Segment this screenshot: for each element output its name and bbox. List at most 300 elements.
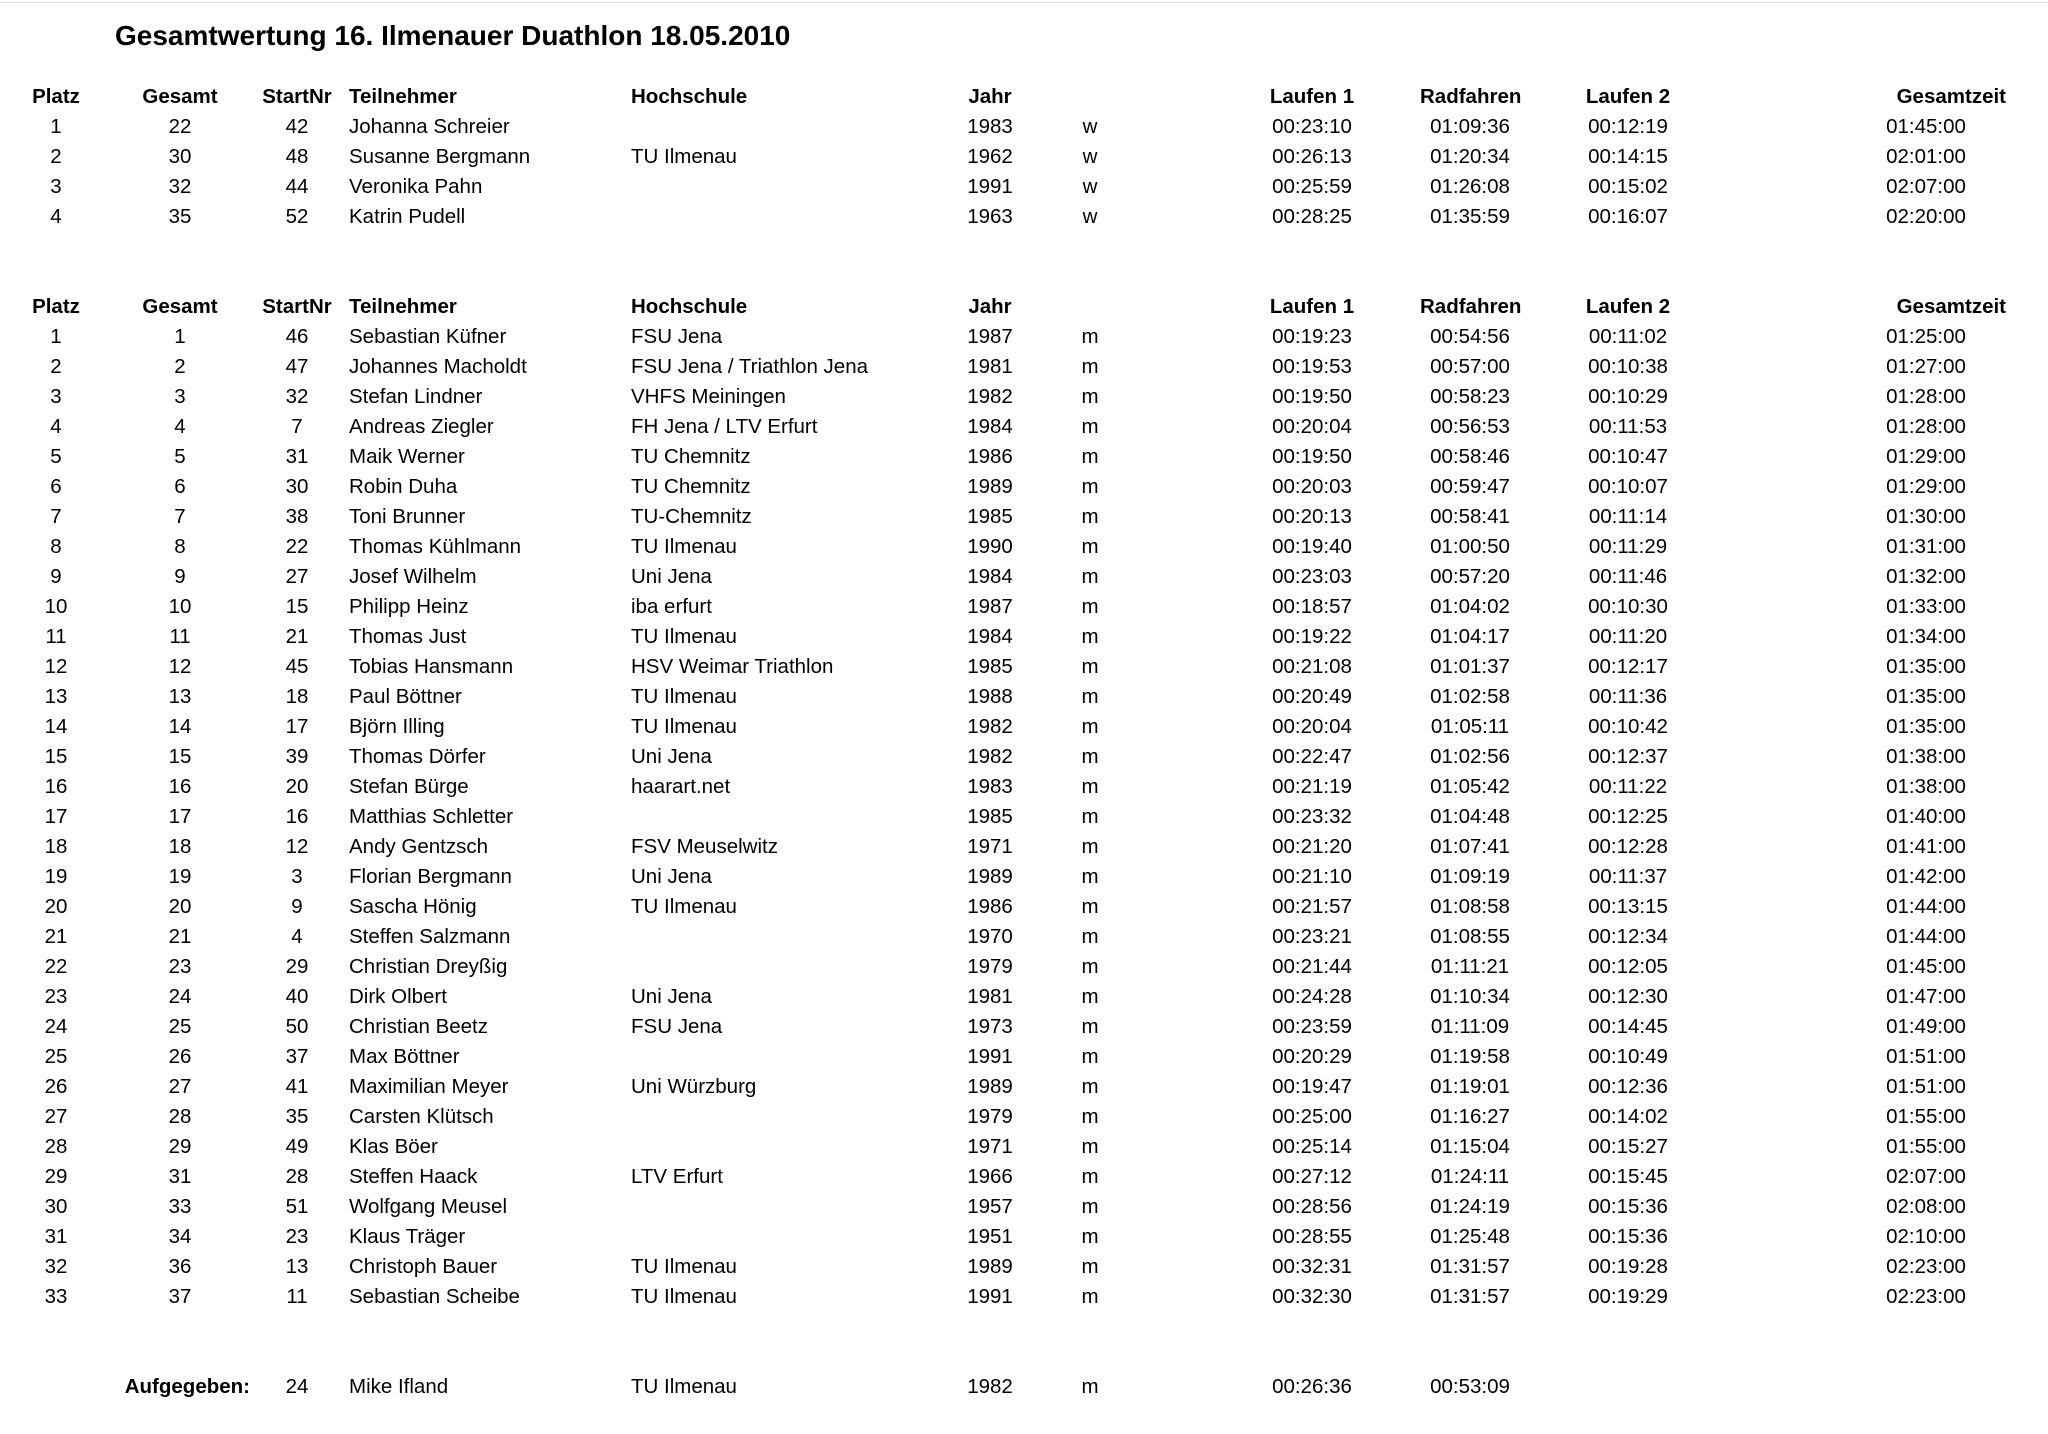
cell-gesamtzeit: 02:10:00 xyxy=(1886,1225,1966,1248)
cell-geschlecht: m xyxy=(1081,355,1099,378)
cell-teilnehmer: Robin Duha xyxy=(349,475,458,498)
cell-jahr: 1987 xyxy=(967,595,1013,618)
cell-laufen1: 00:19:40 xyxy=(1272,535,1352,558)
cell-laufen2: 00:12:36 xyxy=(1588,1075,1668,1098)
cell-teilnehmer: Philipp Heinz xyxy=(349,595,469,618)
cell-geschlecht: m xyxy=(1081,445,1099,468)
cell-radfahren: 01:24:19 xyxy=(1430,1195,1510,1218)
cell-radfahren: 00:57:00 xyxy=(1430,355,1510,378)
cell-gesamtzeit: 01:28:00 xyxy=(1886,385,1966,408)
cell-jahr: 1989 xyxy=(967,475,1013,498)
cell-platz: 22 xyxy=(44,955,68,978)
cell-startnr: 49 xyxy=(285,1135,309,1158)
cell-laufen2: 00:10:29 xyxy=(1588,385,1668,408)
cell-geschlecht: m xyxy=(1081,505,1099,528)
cell-geschlecht: m xyxy=(1081,925,1099,948)
cell-startnr: 52 xyxy=(285,205,309,228)
header-platz: Platz xyxy=(32,85,80,108)
cell-teilnehmer: Maximilian Meyer xyxy=(349,1075,509,1098)
cell-hochschule: LTV Erfurt xyxy=(631,1165,723,1188)
cell-geschlecht: m xyxy=(1081,895,1099,918)
cell-radfahren: 01:07:41 xyxy=(1430,835,1510,858)
cell-jahr: 1986 xyxy=(967,895,1013,918)
cell-hochschule: TU-Chemnitz xyxy=(631,505,752,528)
cell-radfahren: 01:25:48 xyxy=(1430,1225,1510,1248)
cell-gesamtzeit: 01:32:00 xyxy=(1886,565,1966,588)
cell-hochschule: FSV Meuselwitz xyxy=(631,835,778,858)
cell-laufen2: 00:11:29 xyxy=(1588,535,1668,558)
cell-gesamt: 23 xyxy=(168,955,192,978)
men-table-body xyxy=(0,322,2048,1312)
cell-startnr: 11 xyxy=(286,1285,308,1308)
cell-platz: 4 xyxy=(50,415,62,438)
header-platz: Platz xyxy=(32,295,80,318)
cell-hochschule xyxy=(631,1222,931,1252)
cell-gesamt: 9 xyxy=(174,565,186,588)
cell-jahr: 1989 xyxy=(967,1255,1013,1278)
cell-laufen2: 00:13:15 xyxy=(1588,895,1668,918)
cell-radfahren: 01:04:17 xyxy=(1430,625,1510,648)
cell-teilnehmer: Max Böttner xyxy=(349,1045,460,1068)
cell-laufen1: 00:26:36 xyxy=(1272,1375,1352,1398)
cell-platz: 2 xyxy=(50,355,62,378)
cell-radfahren: 01:35:59 xyxy=(1430,205,1510,228)
cell-startnr: 51 xyxy=(285,1195,309,1218)
cell-teilnehmer: Carsten Klütsch xyxy=(349,1105,494,1128)
cell-teilnehmer: Josef Wilhelm xyxy=(349,565,477,588)
header-jahr: Jahr xyxy=(968,295,1012,318)
table-row xyxy=(0,412,2048,442)
cell-jahr: 1984 xyxy=(967,625,1013,648)
table-row xyxy=(0,112,2048,142)
cell-platz: 1 xyxy=(50,325,62,348)
cell-radfahren: 00:57:20 xyxy=(1430,565,1510,588)
header-radfahren: Radfahren xyxy=(1420,295,1522,318)
cell-hochschule xyxy=(631,112,931,142)
cell-platz: 14 xyxy=(44,715,68,738)
cell-laufen1: 00:23:21 xyxy=(1272,925,1352,948)
cell-platz: 18 xyxy=(44,835,68,858)
cell-teilnehmer: Mike Ifland xyxy=(349,1375,449,1398)
cell-radfahren: 01:20:34 xyxy=(1430,145,1510,168)
cell-teilnehmer: Steffen Haack xyxy=(349,1165,478,1188)
cell-geschlecht: m xyxy=(1081,595,1099,618)
cell-radfahren: 01:08:55 xyxy=(1430,925,1510,948)
cell-laufen2: 00:12:37 xyxy=(1588,745,1668,768)
table-row xyxy=(0,562,2048,592)
cell-startnr: 7 xyxy=(291,415,303,438)
header-hochschule: Hochschule xyxy=(631,295,748,318)
cell-geschlecht: m xyxy=(1081,475,1099,498)
cell-radfahren: 01:11:09 xyxy=(1430,1015,1510,1038)
cell-gesamtzeit: 02:01:00 xyxy=(1886,145,1966,168)
cell-radfahren: 01:05:42 xyxy=(1430,775,1510,798)
cell-radfahren: 01:09:36 xyxy=(1430,115,1510,138)
table-row xyxy=(0,1192,2048,1222)
cell-platz: 4 xyxy=(50,205,62,228)
dnf-label: Aufgegeben: xyxy=(124,1375,250,1398)
cell-startnr: 42 xyxy=(285,115,309,138)
cell-hochschule: HSV Weimar Triathlon xyxy=(631,655,834,678)
cell-startnr: 13 xyxy=(285,1255,309,1278)
cell-laufen2: 00:11:20 xyxy=(1588,625,1668,648)
cell-platz: 32 xyxy=(44,1255,68,1278)
cell-jahr: 1966 xyxy=(967,1165,1013,1188)
cell-hochschule: TU Ilmenau xyxy=(631,1375,737,1398)
cell-jahr: 1973 xyxy=(967,1015,1013,1038)
cell-platz: 3 xyxy=(50,385,62,408)
men-results-table xyxy=(0,292,2048,1312)
cell-jahr: 1987 xyxy=(967,325,1013,348)
cell-laufen2: 00:19:29 xyxy=(1588,1285,1668,1308)
cell-gesamtzeit: 01:30:00 xyxy=(1886,505,1966,528)
cell-hochschule: TU Ilmenau xyxy=(631,1255,737,1278)
cell-jahr: 1991 xyxy=(967,175,1013,198)
cell-radfahren: 01:09:19 xyxy=(1430,865,1510,888)
cell-gesamtzeit: 01:35:00 xyxy=(1886,715,1966,738)
table-row xyxy=(0,1132,2048,1162)
table-row xyxy=(0,1042,2048,1072)
cell-gesamt: 12 xyxy=(168,655,192,678)
cell-startnr: 47 xyxy=(285,355,309,378)
cell-startnr: 35 xyxy=(285,1105,309,1128)
cell-gesamtzeit: 01:25:00 xyxy=(1886,325,1966,348)
table-row xyxy=(0,1012,2048,1042)
cell-laufen1: 00:23:03 xyxy=(1272,565,1352,588)
table-row xyxy=(0,922,2048,952)
cell-hochschule: Uni Jena xyxy=(631,565,712,588)
cell-teilnehmer: Sebastian Scheibe xyxy=(349,1285,520,1308)
cell-platz: 20 xyxy=(44,895,68,918)
cell-laufen2: 00:11:53 xyxy=(1588,415,1668,438)
cell-jahr: 1985 xyxy=(967,805,1013,828)
table-row xyxy=(0,652,2048,682)
cell-gesamt: 33 xyxy=(168,1195,192,1218)
cell-jahr: 1963 xyxy=(967,205,1013,228)
cell-gesamtzeit: 01:28:00 xyxy=(1886,415,1966,438)
cell-geschlecht: m xyxy=(1081,955,1099,978)
cell-gesamtzeit: 01:44:00 xyxy=(1886,925,1966,948)
cell-gesamt: 20 xyxy=(168,895,192,918)
cell-gesamtzeit: 01:55:00 xyxy=(1886,1135,1966,1158)
cell-jahr: 1982 xyxy=(967,715,1013,738)
cell-geschlecht: m xyxy=(1081,985,1099,1008)
cell-gesamt: 4 xyxy=(174,415,186,438)
header-radfahren: Radfahren xyxy=(1420,85,1522,108)
cell-geschlecht: m xyxy=(1081,1375,1099,1398)
cell-geschlecht: m xyxy=(1081,805,1099,828)
cell-gesamt: 28 xyxy=(168,1105,192,1128)
cell-gesamt: 34 xyxy=(168,1225,192,1248)
table-row xyxy=(0,682,2048,712)
cell-laufen1: 00:23:59 xyxy=(1272,1015,1352,1038)
cell-geschlecht: w xyxy=(1082,115,1098,138)
cell-teilnehmer: Dirk Olbert xyxy=(349,985,447,1008)
cell-startnr: 31 xyxy=(285,445,309,468)
cell-laufen2: 00:15:45 xyxy=(1588,1165,1668,1188)
cell-teilnehmer: Stefan Lindner xyxy=(349,385,483,408)
cell-jahr: 1979 xyxy=(967,955,1013,978)
cell-startnr: 30 xyxy=(285,475,309,498)
cell-laufen1: 00:28:56 xyxy=(1272,1195,1352,1218)
cell-laufen2: 00:11:14 xyxy=(1588,505,1668,528)
cell-laufen1: 00:21:10 xyxy=(1272,865,1352,888)
cell-platz: 5 xyxy=(50,445,62,468)
cell-gesamt: 32 xyxy=(168,175,192,198)
cell-gesamt: 22 xyxy=(168,115,192,138)
cell-radfahren: 01:11:21 xyxy=(1430,955,1510,978)
cell-hochschule xyxy=(631,922,931,952)
cell-gesamt: 10 xyxy=(168,595,192,618)
table-header-row xyxy=(0,82,2048,112)
cell-hochschule xyxy=(631,802,931,832)
cell-laufen1: 00:20:13 xyxy=(1272,505,1352,528)
cell-radfahren: 01:02:56 xyxy=(1430,745,1510,768)
cell-gesamt: 25 xyxy=(168,1015,192,1038)
cell-startnr: 18 xyxy=(285,685,309,708)
table-row xyxy=(0,832,2048,862)
cell-teilnehmer: Klaus Träger xyxy=(349,1225,466,1248)
cell-gesamt: 18 xyxy=(168,835,192,858)
cell-geschlecht: w xyxy=(1082,145,1098,168)
cell-gesamtzeit: 02:20:00 xyxy=(1886,205,1966,228)
cell-laufen2: 00:15:02 xyxy=(1588,175,1668,198)
cell-hochschule: iba erfurt xyxy=(631,595,712,618)
cell-platz: 25 xyxy=(44,1045,68,1068)
cell-laufen2: 00:12:25 xyxy=(1588,805,1668,828)
cell-gesamtzeit: 01:35:00 xyxy=(1886,655,1966,678)
cell-gesamtzeit: 01:51:00 xyxy=(1886,1045,1966,1068)
cell-gesamt: 19 xyxy=(168,865,192,888)
cell-radfahren: 00:58:41 xyxy=(1430,505,1510,528)
cell-radfahren: 00:58:23 xyxy=(1430,385,1510,408)
cell-platz: 6 xyxy=(50,475,62,498)
cell-platz: 7 xyxy=(50,505,62,528)
cell-geschlecht: m xyxy=(1081,835,1099,858)
cell-platz: 17 xyxy=(44,805,68,828)
cell-hochschule xyxy=(631,1042,931,1072)
cell-hochschule: VHFS Meiningen xyxy=(631,385,786,408)
women-table-body xyxy=(0,112,2048,232)
cell-gesamt: 36 xyxy=(168,1255,192,1278)
cell-startnr: 9 xyxy=(291,895,303,918)
cell-startnr: 3 xyxy=(291,865,303,888)
cell-teilnehmer: Christian Beetz xyxy=(349,1015,489,1038)
dnf-section xyxy=(0,1372,2048,1402)
cell-platz: 28 xyxy=(44,1135,68,1158)
cell-laufen2: 00:15:27 xyxy=(1588,1135,1668,1158)
cell-hochschule: Uni Würzburg xyxy=(631,1075,757,1098)
cell-radfahren: 01:00:50 xyxy=(1430,535,1510,558)
table-header-row xyxy=(0,292,2048,322)
cell-radfahren: 01:31:57 xyxy=(1430,1255,1510,1278)
cell-platz: 24 xyxy=(44,1015,68,1038)
cell-startnr: 37 xyxy=(285,1045,309,1068)
cell-startnr: 29 xyxy=(285,955,309,978)
cell-hochschule: TU Ilmenau xyxy=(631,685,737,708)
cell-startnr: 32 xyxy=(285,385,309,408)
cell-teilnehmer: Andy Gentzsch xyxy=(349,835,489,858)
cell-teilnehmer: Thomas Dörfer xyxy=(349,745,486,768)
table-row xyxy=(0,1162,2048,1192)
cell-hochschule: FSU Jena / Triathlon Jena xyxy=(631,355,869,378)
cell-laufen1: 00:20:49 xyxy=(1272,685,1352,708)
cell-radfahren: 01:19:58 xyxy=(1430,1045,1510,1068)
cell-geschlecht: m xyxy=(1081,535,1099,558)
header-laufen1: Laufen 1 xyxy=(1269,85,1355,108)
cell-startnr: 24 xyxy=(285,1375,309,1398)
cell-startnr: 27 xyxy=(285,565,309,588)
cell-laufen1: 00:20:04 xyxy=(1272,715,1352,738)
cell-radfahren: 01:15:04 xyxy=(1430,1135,1510,1158)
cell-hochschule: TU Chemnitz xyxy=(631,475,751,498)
cell-platz: 23 xyxy=(44,985,68,1008)
cell-teilnehmer: Toni Brunner xyxy=(349,505,466,528)
cell-laufen1: 00:20:04 xyxy=(1272,415,1352,438)
cell-laufen2: 00:11:46 xyxy=(1588,565,1668,588)
header-hochschule: Hochschule xyxy=(631,85,748,108)
cell-laufen2: 00:12:28 xyxy=(1588,835,1668,858)
cell-gesamt: 27 xyxy=(168,1075,192,1098)
cell-laufen1: 00:25:00 xyxy=(1272,1105,1352,1128)
cell-laufen1: 00:32:31 xyxy=(1272,1255,1352,1278)
cell-startnr: 17 xyxy=(285,715,309,738)
table-row xyxy=(0,742,2048,772)
cell-geschlecht: m xyxy=(1081,565,1099,588)
cell-radfahren: 01:26:08 xyxy=(1430,175,1510,198)
cell-laufen1: 00:20:29 xyxy=(1272,1045,1352,1068)
header-gesamt: Gesamt xyxy=(142,85,218,108)
cell-jahr: 1962 xyxy=(967,145,1013,168)
cell-gesamtzeit: 02:08:00 xyxy=(1886,1195,1966,1218)
table-row xyxy=(0,862,2048,892)
cell-geschlecht: m xyxy=(1081,385,1099,408)
cell-startnr: 39 xyxy=(285,745,309,768)
cell-jahr: 1985 xyxy=(967,505,1013,528)
header-startnr: StartNr xyxy=(262,85,332,108)
table-row xyxy=(0,802,2048,832)
cell-gesamtzeit: 01:49:00 xyxy=(1886,1015,1966,1038)
cell-geschlecht: m xyxy=(1081,415,1099,438)
cell-gesamt: 3 xyxy=(174,385,186,408)
cell-gesamtzeit: 01:29:00 xyxy=(1886,475,1966,498)
cell-laufen2: 00:10:42 xyxy=(1588,715,1668,738)
cell-platz: 11 xyxy=(45,625,67,648)
cell-geschlecht: w xyxy=(1082,205,1098,228)
cell-laufen2: 00:12:34 xyxy=(1588,925,1668,948)
women-results-table xyxy=(0,82,2048,232)
cell-gesamtzeit: 02:07:00 xyxy=(1886,175,1966,198)
cell-startnr: 22 xyxy=(285,535,309,558)
cell-startnr: 12 xyxy=(285,835,309,858)
cell-platz: 30 xyxy=(44,1195,68,1218)
cell-hochschule xyxy=(631,952,931,982)
cell-startnr: 28 xyxy=(285,1165,309,1188)
table-row xyxy=(0,202,2048,232)
cell-jahr: 1984 xyxy=(967,565,1013,588)
cell-radfahren: 01:05:11 xyxy=(1430,715,1510,738)
cell-jahr: 1951 xyxy=(967,1225,1013,1248)
cell-geschlecht: m xyxy=(1081,655,1099,678)
cell-startnr: 16 xyxy=(285,805,309,828)
cell-jahr: 1990 xyxy=(967,535,1013,558)
cell-laufen2: 00:10:47 xyxy=(1588,445,1668,468)
cell-radfahren: 01:01:37 xyxy=(1430,655,1510,678)
cell-gesamtzeit: 01:55:00 xyxy=(1886,1105,1966,1128)
cell-geschlecht: m xyxy=(1081,1195,1099,1218)
cell-hochschule xyxy=(631,1102,931,1132)
cell-gesamtzeit: 01:45:00 xyxy=(1886,115,1966,138)
cell-laufen1: 00:19:50 xyxy=(1272,445,1352,468)
header-laufen1: Laufen 1 xyxy=(1269,295,1355,318)
cell-hochschule: TU Ilmenau xyxy=(631,145,737,168)
cell-geschlecht: m xyxy=(1081,1045,1099,1068)
cell-jahr: 1971 xyxy=(967,835,1013,858)
cell-teilnehmer: Björn Illing xyxy=(349,715,445,738)
cell-geschlecht: m xyxy=(1081,745,1099,768)
header-teilnehmer: Teilnehmer xyxy=(349,295,457,318)
cell-hochschule xyxy=(631,1192,931,1222)
cell-platz: 26 xyxy=(44,1075,68,1098)
table-row xyxy=(0,1282,2048,1312)
cell-teilnehmer: Matthias Schletter xyxy=(349,805,514,828)
cell-laufen2: 00:10:49 xyxy=(1588,1045,1668,1068)
cell-gesamt: 13 xyxy=(168,685,192,708)
cell-laufen2: 00:14:45 xyxy=(1588,1015,1668,1038)
cell-gesamt: 11 xyxy=(169,625,191,648)
cell-gesamtzeit: 01:35:00 xyxy=(1886,685,1966,708)
cell-laufen1: 00:26:13 xyxy=(1272,145,1352,168)
table-row xyxy=(0,952,2048,982)
cell-platz: 13 xyxy=(44,685,68,708)
table-row xyxy=(0,472,2048,502)
table-row xyxy=(0,712,2048,742)
cell-geschlecht: m xyxy=(1081,1075,1099,1098)
cell-platz: 2 xyxy=(50,145,62,168)
cell-hochschule: Uni Jena xyxy=(631,985,712,1008)
cell-platz: 19 xyxy=(44,865,68,888)
cell-radfahren: 01:02:58 xyxy=(1430,685,1510,708)
cell-hochschule: TU Ilmenau xyxy=(631,715,737,738)
cell-jahr: 1970 xyxy=(967,925,1013,948)
cell-radfahren: 01:04:02 xyxy=(1430,595,1510,618)
header-gesamtzeit: Gesamtzeit xyxy=(1896,85,2006,108)
cell-geschlecht: m xyxy=(1081,1015,1099,1038)
cell-jahr: 1971 xyxy=(967,1135,1013,1158)
cell-geschlecht: m xyxy=(1081,775,1099,798)
cell-platz: 16 xyxy=(44,775,68,798)
header-laufen2: Laufen 2 xyxy=(1585,85,1671,108)
cell-jahr: 1981 xyxy=(967,985,1013,1008)
header-gesamtzeit: Gesamtzeit xyxy=(1896,295,2006,318)
cell-laufen2: 00:11:37 xyxy=(1588,865,1668,888)
header-laufen2: Laufen 2 xyxy=(1585,295,1671,318)
cell-gesamt: 2 xyxy=(174,355,186,378)
cell-hochschule: FSU Jena xyxy=(631,1015,723,1038)
cell-teilnehmer: Thomas Just xyxy=(349,625,467,648)
cell-laufen1: 00:19:47 xyxy=(1272,1075,1352,1098)
cell-gesamtzeit: 02:07:00 xyxy=(1886,1165,1966,1188)
cell-geschlecht: m xyxy=(1081,1255,1099,1278)
cell-gesamt: 6 xyxy=(174,475,186,498)
table-row xyxy=(0,1072,2048,1102)
cell-hochschule: TU Chemnitz xyxy=(631,445,751,468)
cell-laufen1: 00:32:30 xyxy=(1272,1285,1352,1308)
cell-jahr: 1982 xyxy=(967,1375,1013,1398)
cell-laufen2: 00:12:30 xyxy=(1588,985,1668,1008)
cell-teilnehmer: Wolfgang Meusel xyxy=(349,1195,508,1218)
cell-laufen1: 00:27:12 xyxy=(1272,1165,1352,1188)
